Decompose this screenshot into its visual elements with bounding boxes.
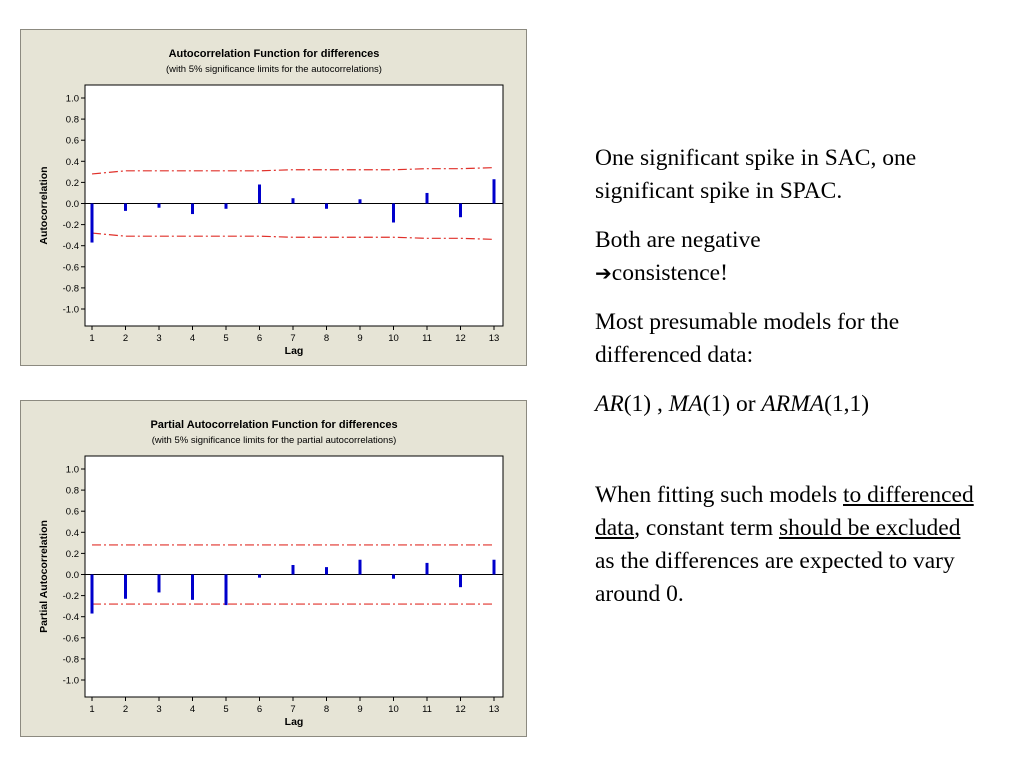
pacf-xtick-label: 6 [256, 704, 263, 715]
pacf-ytick-label: -1.0 [62, 675, 79, 687]
pacf-xtick-label: 5 [223, 704, 229, 715]
model-sep-1: , [651, 391, 669, 417]
acf-ytick-label: -0.6 [62, 262, 79, 274]
pacf-ytick-label: -0.2 [62, 591, 79, 603]
pacf-xtick-label: 8 [323, 704, 330, 715]
pacf-xtick-label: 10 [388, 704, 399, 715]
model-arma-arg: (1,1) [824, 391, 870, 417]
both-negative-text: Both are negative [595, 227, 761, 253]
paragraph-both-negative [595, 224, 975, 290]
right-arrow-icon: ➔ [595, 261, 612, 285]
acf-xtick-label: 12 [455, 333, 466, 344]
paragraph-presumable-models: Most presumable models for the differenced data: [595, 309, 900, 368]
acf-ylabel: Autocorrelation [38, 166, 50, 245]
acf-xtick-label: 8 [323, 333, 330, 344]
acf-ytick-label: 0.0 [65, 199, 79, 210]
acf-chart [21, 30, 528, 367]
acf-xtick-label: 5 [223, 333, 229, 344]
model-ar: AR [595, 391, 624, 417]
pacf-xlabel: Lag [284, 716, 304, 728]
pacf-ytick-label: -0.8 [62, 654, 79, 666]
acf-title: Autocorrelation Function for differences [168, 48, 380, 60]
pacf-ytick-label: -0.4 [62, 612, 79, 624]
pacf-subtitle: (with 5% significance limits for the partial autocorrelations) [151, 435, 397, 446]
paragraph-constant-term [595, 479, 975, 611]
acf-xtick-label: 10 [388, 333, 399, 344]
pacf-ytick-label: 0.0 [65, 570, 79, 581]
model-ma-arg: (1) [702, 391, 731, 417]
acf-ytick-label: -0.2 [62, 220, 79, 232]
pacf-ylabel: Partial Autocorrelation [38, 520, 50, 633]
pacf-ytick-label: 0.2 [65, 548, 79, 560]
acf-subtitle: (with 5% significance limits for the autocorrelations) [166, 64, 382, 75]
pacf-ytick-label: 1.0 [65, 464, 79, 476]
acf-xtick-label: 11 [422, 333, 432, 344]
acf-xtick-label: 7 [290, 333, 296, 344]
pacf-chart [21, 401, 528, 738]
pacf-chart-panel [20, 400, 527, 737]
acf-ytick-label: 0.6 [65, 135, 79, 147]
pacf-xtick-label: 12 [455, 704, 466, 715]
acf-xtick-label: 13 [488, 333, 500, 344]
constant-term-text-1: When fitting such models [595, 482, 844, 508]
acf-ytick-label: 0.4 [65, 156, 79, 168]
model-arma: ARMA [761, 391, 825, 417]
pacf-ytick-label: -0.6 [62, 633, 79, 645]
pacf-xtick-label: 2 [122, 704, 129, 715]
paragraph-model-list [595, 388, 975, 421]
constant-term-underline-1: to differenced data [595, 482, 974, 541]
acf-ytick-label: -0.8 [62, 283, 79, 295]
acf-xtick-label: 3 [156, 333, 162, 344]
constant-term-underline-2: should be excluded [779, 515, 961, 541]
pacf-ytick-label: 0.8 [65, 485, 79, 497]
model-ma: MA [668, 391, 703, 417]
acf-xtick-label: 9 [357, 333, 363, 344]
pacf-plot-area [85, 456, 503, 697]
acf-xtick-label: 6 [256, 333, 263, 344]
acf-chart-panel [20, 29, 527, 366]
pacf-xtick-label: 9 [357, 704, 363, 715]
pacf-xtick-label: 11 [422, 704, 432, 715]
acf-xtick-label: 2 [122, 333, 129, 344]
pacf-xtick-label: 13 [488, 704, 500, 715]
pacf-xtick-label: 7 [290, 704, 296, 715]
slide-text-block [595, 142, 975, 627]
constant-term-text-3: as the differences are expected to vary around 0. [595, 548, 955, 607]
consistence-text: consistence! [611, 260, 728, 286]
model-ar-arg: (1) [623, 391, 652, 417]
pacf-xtick-label: 3 [156, 704, 162, 715]
acf-ytick-label: -1.0 [62, 304, 79, 316]
pacf-ytick-label: 0.4 [65, 527, 79, 539]
pacf-xtick-label: 4 [189, 704, 196, 715]
acf-xtick-label: 4 [189, 333, 196, 344]
acf-ytick-label: 0.8 [65, 114, 79, 126]
constant-term-text-2: , constant term [634, 515, 780, 541]
pacf-title: Partial Autocorrelation Function for differences [150, 419, 398, 431]
acf-plot-area [85, 85, 503, 326]
acf-xlabel: Lag [284, 345, 304, 357]
paragraph-significant-spikes: One significant spike in SAC, one significant spike in SPAC. [595, 145, 917, 204]
acf-ytick-label: -0.4 [62, 241, 79, 253]
pacf-ytick-label: 0.6 [65, 506, 79, 518]
model-sep-2: or [730, 391, 762, 417]
acf-ytick-label: 1.0 [65, 93, 79, 105]
acf-xtick-label: 1 [89, 333, 95, 344]
pacf-xtick-label: 1 [89, 704, 95, 715]
acf-ytick-label: 0.2 [65, 177, 79, 189]
